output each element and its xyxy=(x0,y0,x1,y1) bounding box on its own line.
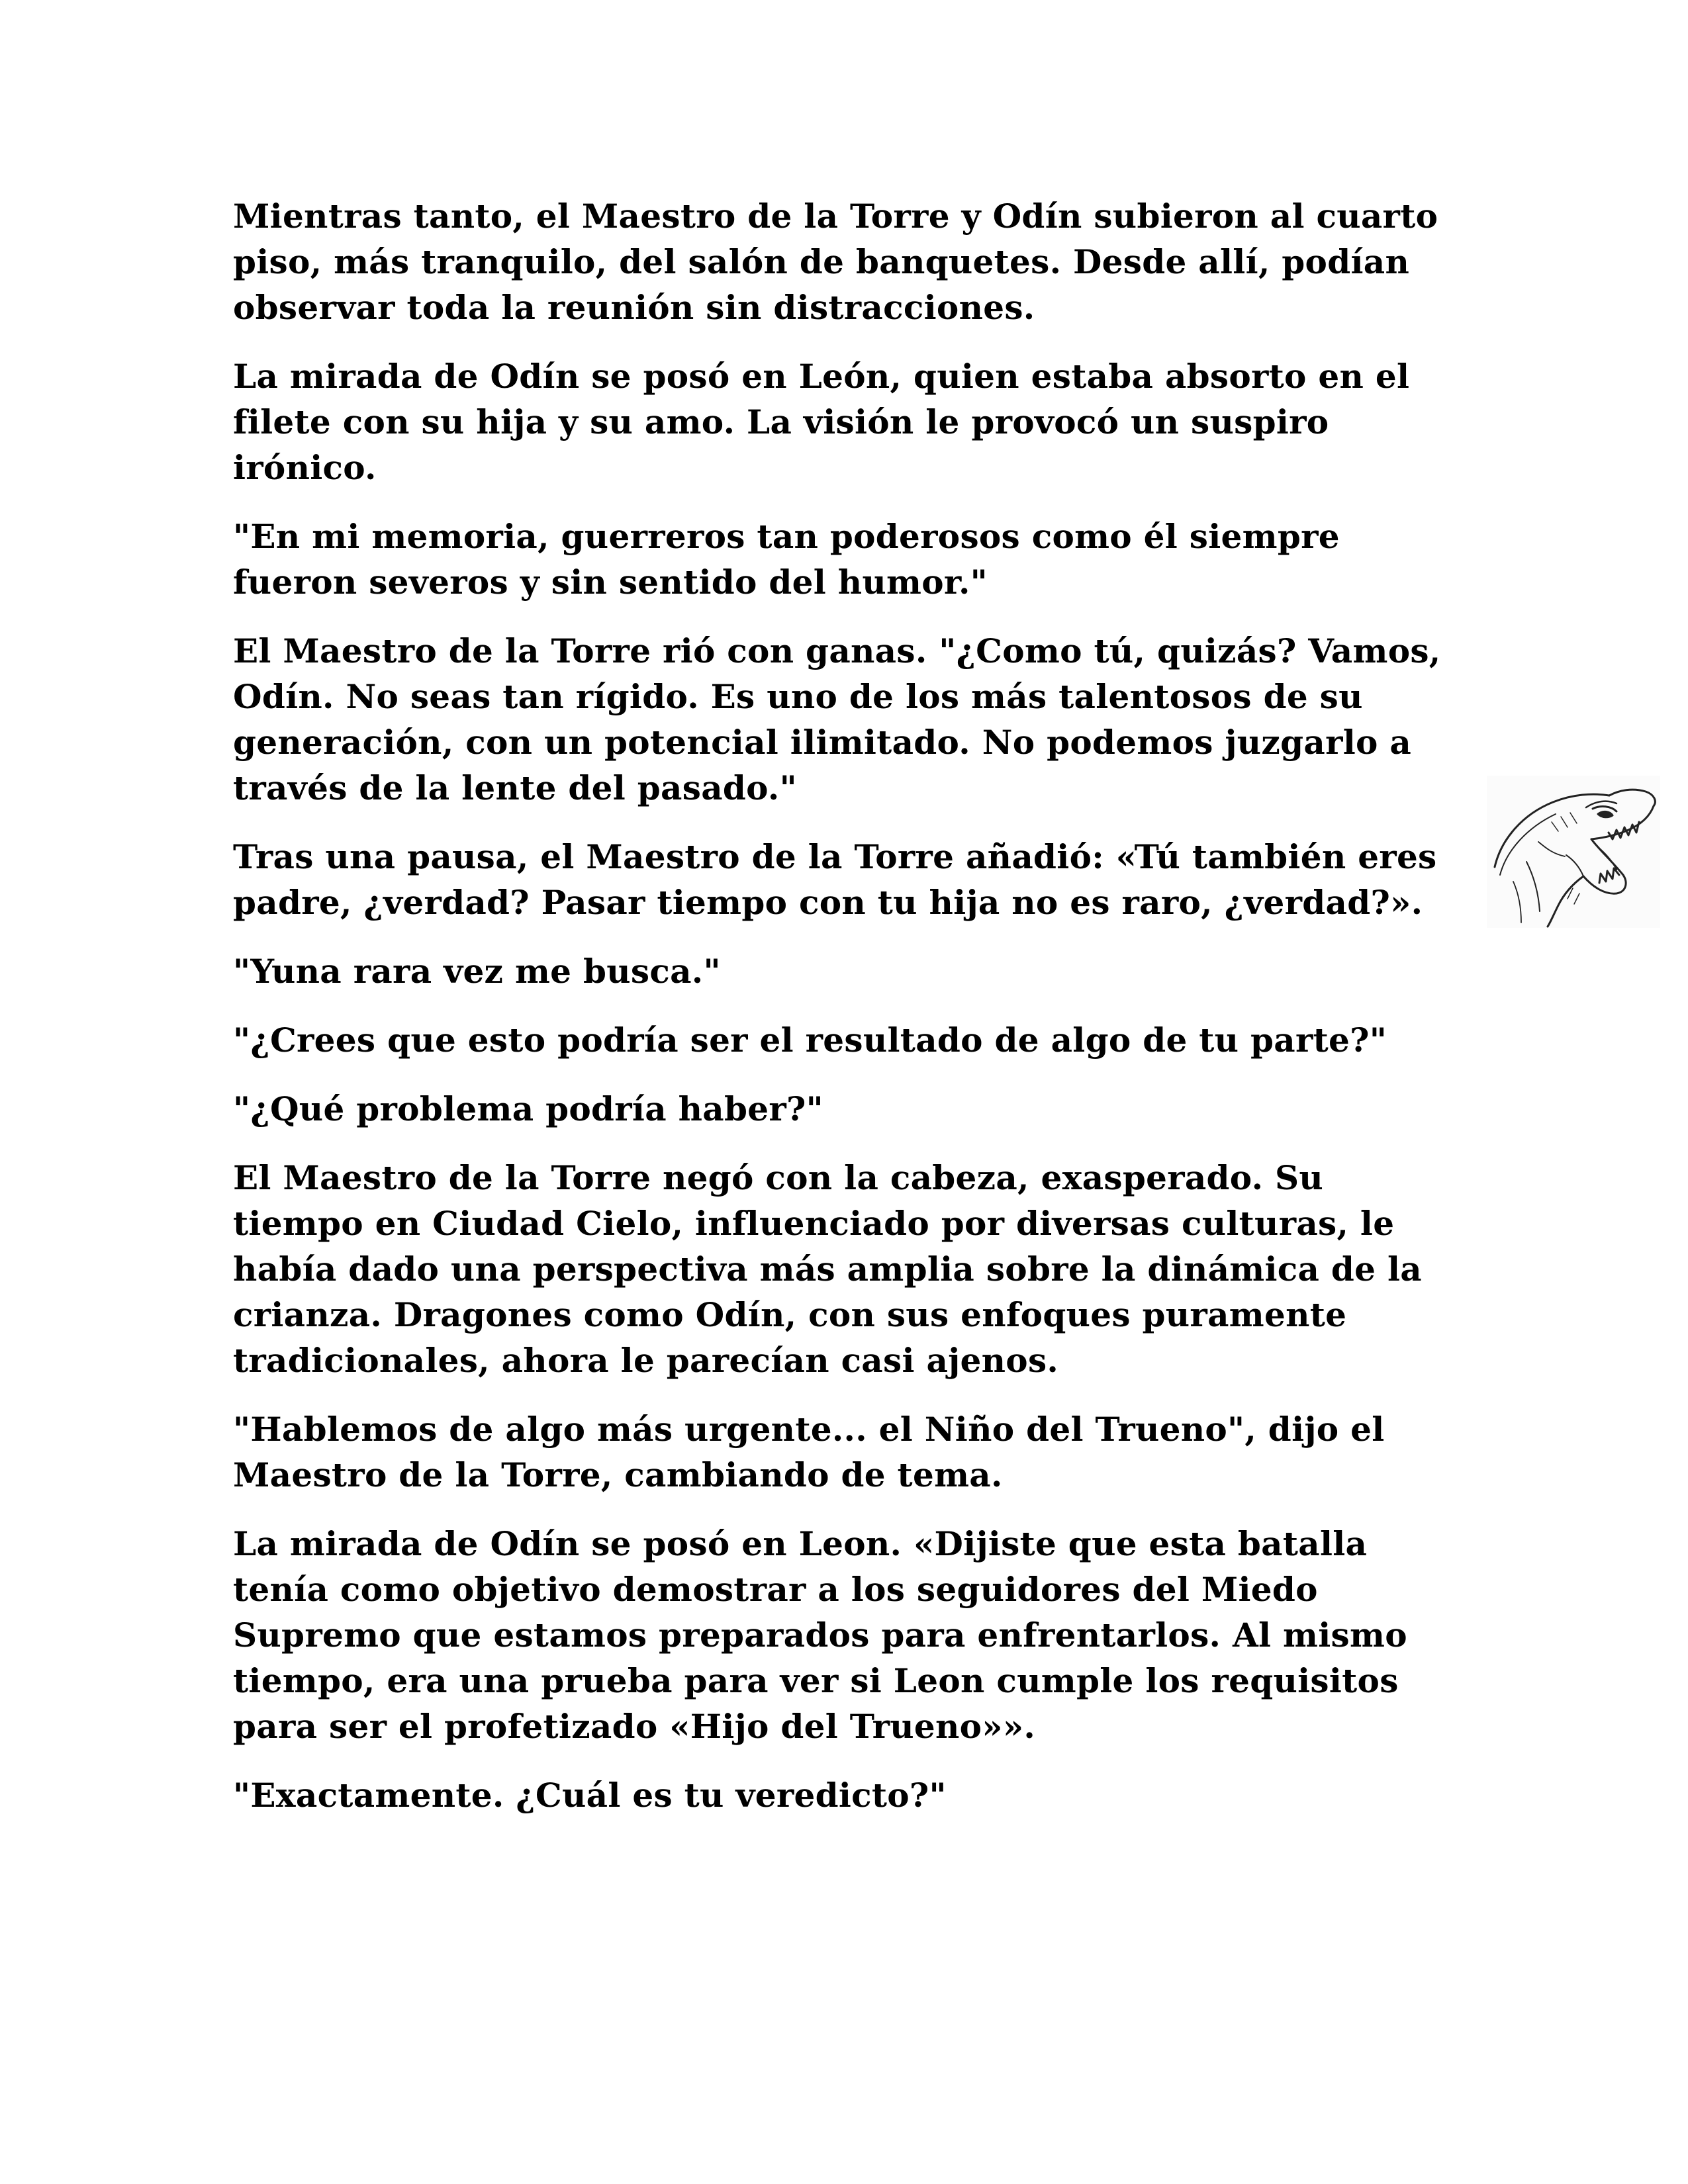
paragraph: Mientras tanto, el Maestro de la Torre y Odín subieron al cuarto piso, más tranquilo, del salón de banquetes. Desde allí, podían observar toda la reunión sin distracciones. xyxy=(233,197,1438,327)
body-text xyxy=(233,193,1464,1841)
paragraph: "En mi memoria, guerreros tan poderosos como él siempre fueron severos y sin sentido del humor." xyxy=(233,517,1340,602)
paragraph: "¿Qué problema podría haber?" xyxy=(233,1089,823,1128)
paragraph: La mirada de Odín se posó en Leon. «Dijiste que esta batalla tenía como objetivo demostrar a los seguidores del Miedo Supremo que estamos preparados para enfrentarlos. Al mismo tiempo, era una prueba para ver si Leon cumple los requisitos para ser el profetizado «Hijo del Trueno»». xyxy=(233,1524,1407,1746)
paragraph: Tras una pausa, el Maestro de la Torre añadió: «Tú también eres padre, ¿verdad? Pasar tiempo con tu hija no es raro, ¿verdad?». xyxy=(233,837,1437,922)
paragraph: "Hablemos de algo más urgente... el Niño del Trueno", dijo el Maestro de la Torre, cambiando de tema. xyxy=(233,1410,1385,1494)
paragraph: La mirada de Odín se posó en León, quien estaba absorto en el filete con su hija y su amo. La visión le provocó un suspiro irónico. xyxy=(233,357,1410,487)
paragraph: "Yuna rara vez me busca." xyxy=(233,952,721,991)
dinosaur-head-sketch-icon xyxy=(1487,776,1660,928)
paragraph: El Maestro de la Torre negó con la cabeza, exasperado. Su tiempo en Ciudad Cielo, influenciado por diversas culturas, le había dado una perspectiva más amplia sobre la dinámica de la crianza. Dragones como Odín, con sus enfoques puramente tradicionales, ahora le parecían casi ajenos. xyxy=(233,1158,1422,1380)
paragraph: "¿Crees que esto podría ser el resultado de algo de tu parte?" xyxy=(233,1021,1387,1060)
paragraph: El Maestro de la Torre rió con ganas. "¿Como tú, quizás? Vamos, Odín. No seas tan rígido. Es uno de los más talentosos de su generación, con un potencial ilimitado. No podemos juzgarlo a través de la lente del pasado." xyxy=(233,631,1441,807)
paragraph: "Exactamente. ¿Cuál es tu veredicto?" xyxy=(233,1776,947,1815)
